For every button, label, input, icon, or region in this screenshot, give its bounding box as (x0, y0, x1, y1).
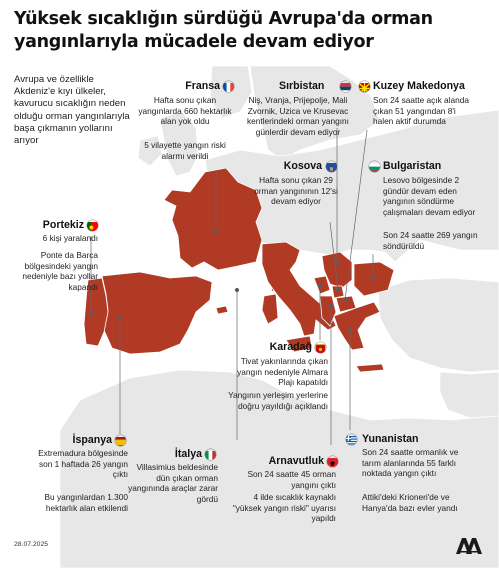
serbia-flag-icon (340, 81, 351, 92)
yunanistan-text-1: Son 24 saatte ormanlık ve tarım alanlarında 55 farklı noktada yangın çıktı (362, 447, 459, 479)
publish-date: 28.07.2025 (14, 541, 49, 548)
intro-text: Avrupa ve özellikle Akdeniz'e kıyı ülkeler, kavurucu sıcaklığın neden olduğu orman yangınlarıyla başa çıkmanın yollarını arıyor (14, 74, 130, 147)
country-name-kosova: Kosova (283, 160, 322, 172)
balearic-shape (216, 306, 228, 314)
crete-shape (356, 364, 384, 372)
montenegro-flag-icon (315, 342, 326, 353)
kosova-text-1: Hafta sonu çıkan 29 orman yangınının 12'si devam ediyor (254, 175, 338, 207)
country-name-karadag: Karadağ (269, 341, 312, 353)
yunanistan-text-2: Attiki'deki Krioneri'de ve Hanya'da bazı evler yandı (362, 492, 458, 513)
arnavutluk-text-2: 4 ilde sıcaklık kaynaklı "yüksek yangın riski" uyarısı yapıldı (232, 492, 336, 524)
north-macedonia-flag-icon (359, 81, 370, 92)
country-name-fransa: Fransa (185, 80, 220, 92)
bulgaria-flag-icon (369, 161, 380, 172)
aa-logo-icon (455, 537, 483, 555)
country-name-italya: İtalya (174, 448, 202, 460)
country-name-yunanistan: Yunanistan (362, 433, 419, 445)
france-flag-icon (223, 81, 234, 92)
portekiz-text-2: Ponte da Barca bölgesindeki yangın nedeniyle bazı yollar kapandı (22, 250, 98, 292)
spain-flag-icon (115, 435, 126, 446)
sardinia-shape (262, 294, 278, 324)
country-name-portekiz: Portekiz (42, 219, 84, 231)
country-name-arnavutluk: Arnavutluk (268, 455, 324, 467)
page-title: Yüksek sıcaklığın sürdüğü Avrupa'da orman yangınlarıyla mücadele devam ediyor (14, 9, 433, 52)
country-name-sirbistan: Sırbistan (279, 80, 325, 92)
ispanya-text-1: Extremadura bölgesinde son 1 haftada 26 yangın çıktı (38, 448, 128, 480)
albania-flag-icon (327, 456, 338, 467)
country-name-kuzey-makedonya: Kuzey Makedonya (373, 80, 465, 92)
italya-text-1: Villasimius beldesinde dün çıkan orman yangınında araçlar zarar gördü (128, 462, 218, 504)
country-name-ispanya: İspanya (72, 434, 112, 446)
bulgaristan-text-1: Lesovo bölgesinde 2 gündür devam eden yangının söndürme çalışmaları devam ediyor (383, 175, 476, 217)
spain-shape (102, 272, 212, 354)
kuzey-makedonya-text-1: Son 24 saatte açık alanda çıkan 51 yangından 8'i halen aktif durumda (373, 95, 469, 127)
karadag-text-1: Tivat yakınlarında çıkan yangın nedeniyle Almara Plajı kapatıldı (237, 356, 328, 388)
fransa-text-2: 5 vilayette yangın riski alarmı verildi (144, 140, 226, 161)
italy-flag-icon (205, 449, 216, 460)
fransa-text-1: Hafta sonu çıkan yangınlarda 660 hektarlık alan yok oldu (138, 95, 232, 127)
bulgaristan-text-2: Son 24 saatte 269 yangın söndürüldü (383, 230, 478, 251)
portekiz-text-1: 6 kişi yaralandı (42, 233, 98, 243)
ispanya-text-2: Bu yangınlardan 1.300 hektarlık alan etkilendi (44, 492, 128, 513)
kosovo-flag-icon (326, 161, 337, 172)
country-name-bulgaristan: Bulgaristan (383, 160, 442, 172)
greece-flag-icon (346, 434, 357, 445)
sirbistan-text-1: Niş, Vranja, Prijepolje, Mali Zvornik, Uzica ve Krusevac kentlerindeki orman yangını günlerdir devam ediyor (247, 95, 349, 137)
karadag-text-2: Yangının yerleşim yerlerine doğru yayıldığı açıklandı (228, 390, 328, 411)
portugal-flag-icon (87, 220, 98, 231)
arnavutluk-text-1: Son 24 saatte 45 orman yangını çıktı (247, 469, 336, 490)
